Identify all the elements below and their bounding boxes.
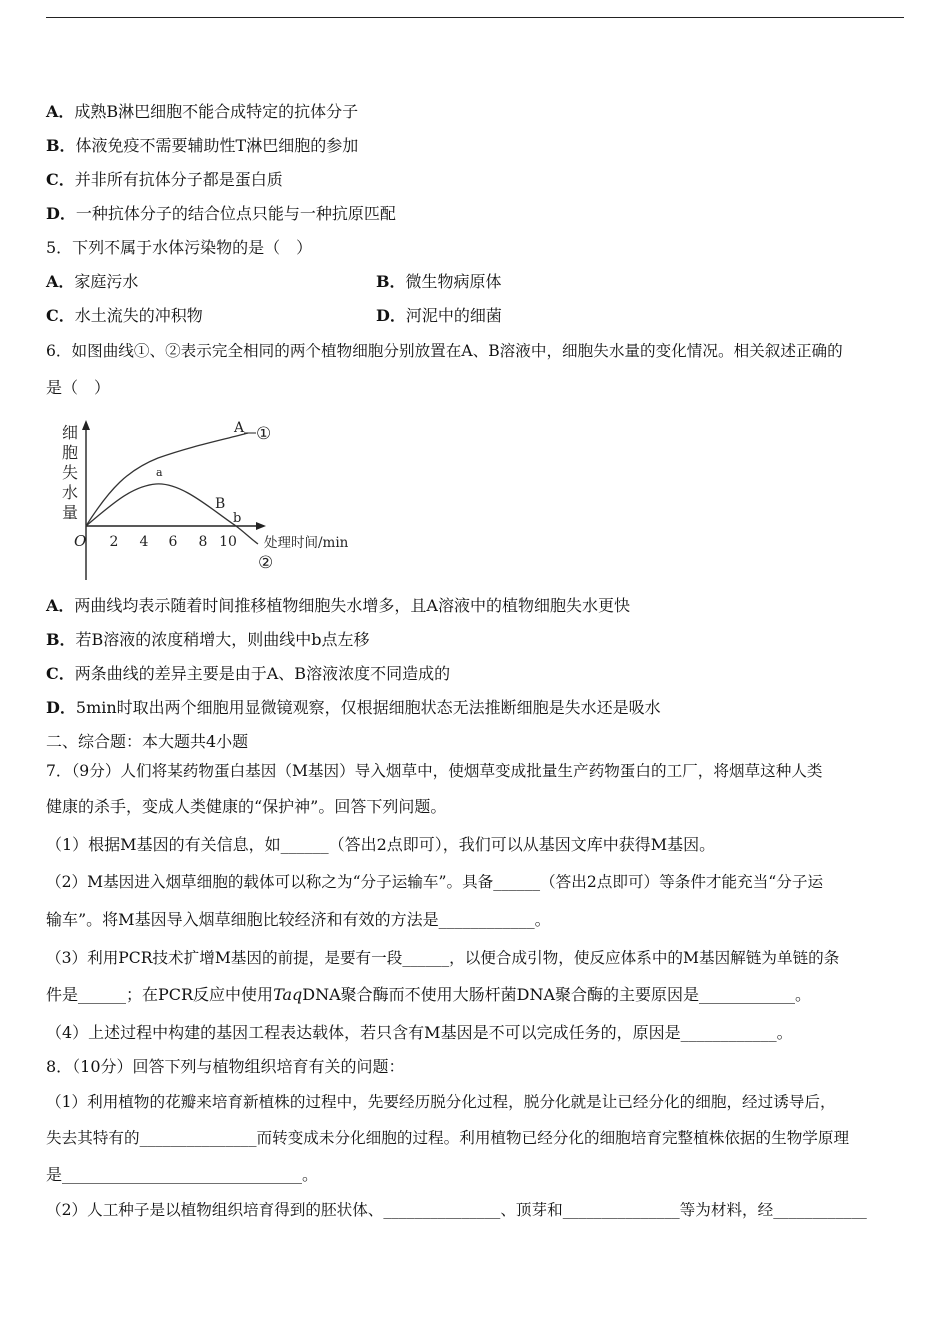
- origin-label: O: [74, 532, 87, 550]
- y-axis-label-char: 胞: [61, 443, 79, 462]
- y-axis-label-char: 失: [61, 463, 79, 482]
- curve-b-label: B: [215, 496, 226, 512]
- q5-stem: 5．下列不属于水体污染物的是（ ）: [46, 238, 313, 257]
- q8-part1-line1: （1）利用植物的花瓣来培育新植株的过程中，先要经历脱分化过程，脱分化就是让已经分化的细胞，经过诱导后，: [46, 1093, 836, 1111]
- q7-line2: 健康的杀手，变成人类健康的“保护神”。回答下列问题。: [46, 797, 447, 816]
- point-b-label: b: [233, 511, 242, 526]
- x-axis-label: 处理时间/min: [264, 535, 349, 551]
- y-axis-label-char: 细: [61, 423, 79, 442]
- q5-option-c: C．水土流失的冲积物: [46, 306, 203, 325]
- x-tick-label: 4: [139, 534, 149, 550]
- q7-part3-line2: 件是______；在PCR反应中使用TaqDNA聚合酶而不使用大肠杆菌DNA聚合酶的主要原因是____________。: [46, 985, 812, 1004]
- q8-part2: （2）人工种子是以植物组织培育得到的胚状体、_______________、顶芽和_______________等为材料，经____________: [46, 1201, 867, 1219]
- q7-part2-line1: （2）M基因进入烟草细胞的载体可以称之为“分子运输车”。具备______（答出2点即可）等条件才能充当“分子运: [46, 873, 824, 891]
- q4-option-b: B．体液免疫不需要辅助性T淋巴细胞的参加: [46, 136, 359, 155]
- q7-part4: （4）上述过程中构建的基因工程表达载体，若只含有M基因是不可以完成任务的，原因是____________。: [46, 1023, 793, 1042]
- q5-option-a: A．家庭污水: [46, 272, 139, 291]
- y-axis-label-char: 水: [61, 483, 79, 502]
- x-tick-label: 6: [168, 534, 178, 550]
- q5-option-d: D．河泥中的细菌: [376, 306, 502, 325]
- point-a-label: a: [156, 466, 163, 479]
- q6-option-d: D．5min时取出两个细胞用显微镜观察，仅根据细胞状态无法推断细胞是失水还是吸水: [46, 698, 661, 717]
- q6-option-c: C．两条曲线的差异主要是由于A、B溶液浓度不同造成的: [46, 664, 451, 683]
- x-tick-label: 2: [109, 534, 119, 550]
- water-loss-graph: [52, 416, 382, 582]
- q6-option-a: A．两曲线均表示随着时间推移植物细胞失水增多，且A溶液中的植物细胞失水更快: [46, 596, 630, 615]
- q6-option-b: B．若B溶液的浓度稍增大，则曲线中b点左移: [46, 630, 370, 649]
- q7-line1: 7．（9分）人们将某药物蛋白基因（M基因）导入烟草中，使烟草变成批量生产药物蛋白的工厂，将烟草这种人类: [46, 762, 823, 780]
- y-axis-label-char: 量: [61, 503, 79, 522]
- q5-option-b: B．微生物病原体: [376, 272, 502, 291]
- q4-option-d: D．一种抗体分子的结合位点只能与一种抗原匹配: [46, 204, 396, 223]
- curve-two-label: ②: [258, 553, 274, 573]
- x-tick-label: 8: [198, 534, 208, 550]
- section-heading: 二、综合题：本大题共4小题: [46, 732, 249, 751]
- q7-part2-line2: 输车”。将M基因导入烟草细胞比较经济和有效的方法是____________。: [46, 910, 551, 929]
- curve-a: [86, 433, 248, 526]
- q4-option-c: C．并非所有抗体分子都是蛋白质: [46, 170, 283, 189]
- q6-stem-line1: 6．如图曲线①、②表示完全相同的两个植物细胞分别放置在A、B溶液中，细胞失水量的变化情况。相关叙述正确的: [46, 342, 843, 360]
- q7-part3-line1: （3）利用PCR技术扩增M基因的前提，是要有一段______，以便合成引物，使反应体系中的M基因解链为单链的条: [46, 949, 840, 967]
- header-rule: [46, 17, 904, 18]
- q8-part1-line3: 是______________________________。: [46, 1165, 319, 1184]
- q4-option-a: A．成熟B淋巴细胞不能合成特定的抗体分子: [46, 102, 359, 121]
- q7-part1: （1）根据M基因的有关信息，如______（答出2点即可），我们可以从基因文库中获得M基因。: [46, 835, 716, 854]
- curve-one-label: ①: [256, 424, 272, 444]
- q6-stem-line2: 是（ ）: [46, 378, 111, 397]
- curve-a-label: A: [234, 420, 245, 436]
- q8-part1-line2: 失去其特有的_______________而转变成未分化细胞的过程。利用植物已经分化的细胞培育完整植株依据的生物学原理: [46, 1129, 850, 1147]
- y-axis-arrow: [82, 420, 90, 430]
- x-tick-label: 10: [219, 534, 237, 550]
- x-axis-arrow: [256, 522, 266, 530]
- q8-line1: 8．（10分）回答下列与植物组织培育有关的问题：: [46, 1057, 405, 1076]
